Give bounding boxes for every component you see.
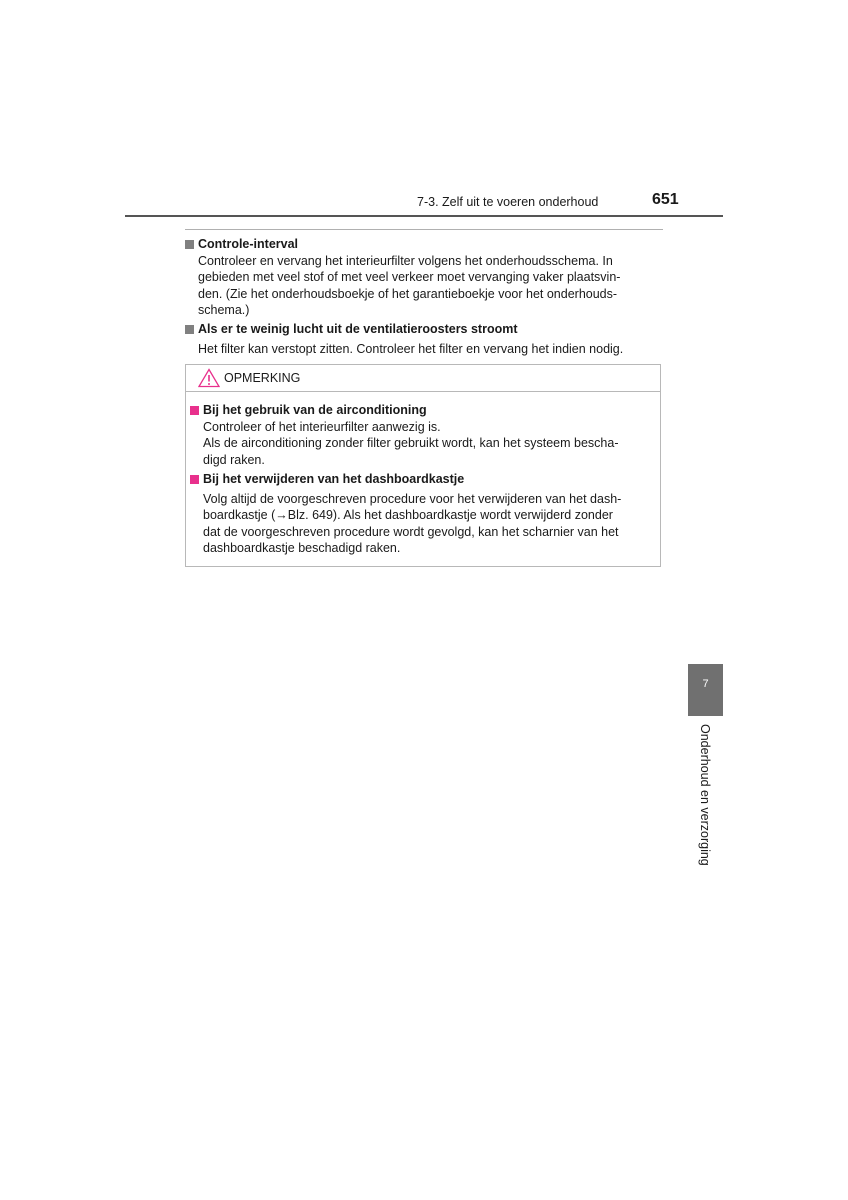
- section-controle-interval: [185, 236, 661, 319]
- body-line: den. (Zie het onderhoudsboekje of het garantieboekje voor het onderhouds-: [198, 286, 618, 301]
- body-line: gebieden met veel stof of met veel verkeer moet vervanging vaker plaatsvin-: [198, 270, 621, 284]
- notice-item-heading-text: Bij het verwijderen van het dashboardkastje: [203, 472, 465, 486]
- section-body: [198, 253, 661, 319]
- chapter-title-vertical: Onderhoud en verzorging: [698, 724, 712, 866]
- notice-item-heading: [190, 471, 652, 488]
- body-line: dat de voorgeschreven procedure wordt gevolgd, kan het scharnier van het: [203, 524, 619, 539]
- body-line: Controleer en vervang het interieurfilter volgens het onderhoudsschema. In: [198, 253, 613, 268]
- header-section-title: 7-3. Zelf uit te voeren onderhoud: [417, 195, 599, 209]
- warning-triangle-icon: [198, 368, 220, 388]
- notice-item-body: [203, 419, 652, 469]
- square-bullet-icon: [190, 475, 199, 484]
- square-bullet-icon: [185, 240, 194, 249]
- chapter-number: 7: [702, 678, 709, 690]
- body-line: Het filter kan verstopt zitten. Controleer het filter en vervang het indien nodig.: [198, 341, 624, 356]
- section-body: [198, 341, 661, 358]
- body-line: Controleer of het interieurfilter aanwezig is.: [203, 419, 441, 434]
- square-bullet-icon: [185, 325, 194, 334]
- body-line: schema.): [198, 303, 250, 317]
- section-heading: [185, 321, 661, 338]
- body-line: dashboardkastje beschadigd raken.: [203, 541, 401, 555]
- body-line: digd raken.: [203, 452, 265, 467]
- body-line: boardkastje (→Blz. 649). Als het dashboardkastje wordt verwijderd zonder: [203, 508, 613, 522]
- section-heading: [185, 236, 661, 253]
- body-line: Volg altijd de voorgeschreven procedure voor het verwijderen van het dash-: [203, 491, 622, 506]
- notice-header: [186, 365, 660, 392]
- notice-item-body: [203, 491, 652, 557]
- content-top-rule: [185, 229, 663, 230]
- square-bullet-icon: [190, 406, 199, 415]
- notice-item-heading-text: Bij het gebruik van de airconditioning: [203, 403, 427, 417]
- section-heading-text: Als er te weinig lucht uit de ventilatieroosters stroomt: [198, 322, 518, 336]
- section-heading-text: Controle-interval: [198, 237, 299, 251]
- notice-box: [185, 364, 661, 567]
- notice-label: OPMERKING: [224, 371, 301, 385]
- body-line: Als de airconditioning zonder filter gebruikt wordt, kan het systeem bescha-: [203, 436, 619, 450]
- page-number: 651: [652, 191, 679, 208]
- section-weinig-lucht: [185, 321, 661, 357]
- notice-item-airconditioning: [190, 402, 652, 468]
- notice-item-dashboardkastje: [190, 471, 652, 557]
- chapter-tab: [688, 664, 723, 716]
- header-rule: [125, 215, 723, 217]
- notice-item-heading: [190, 402, 652, 419]
